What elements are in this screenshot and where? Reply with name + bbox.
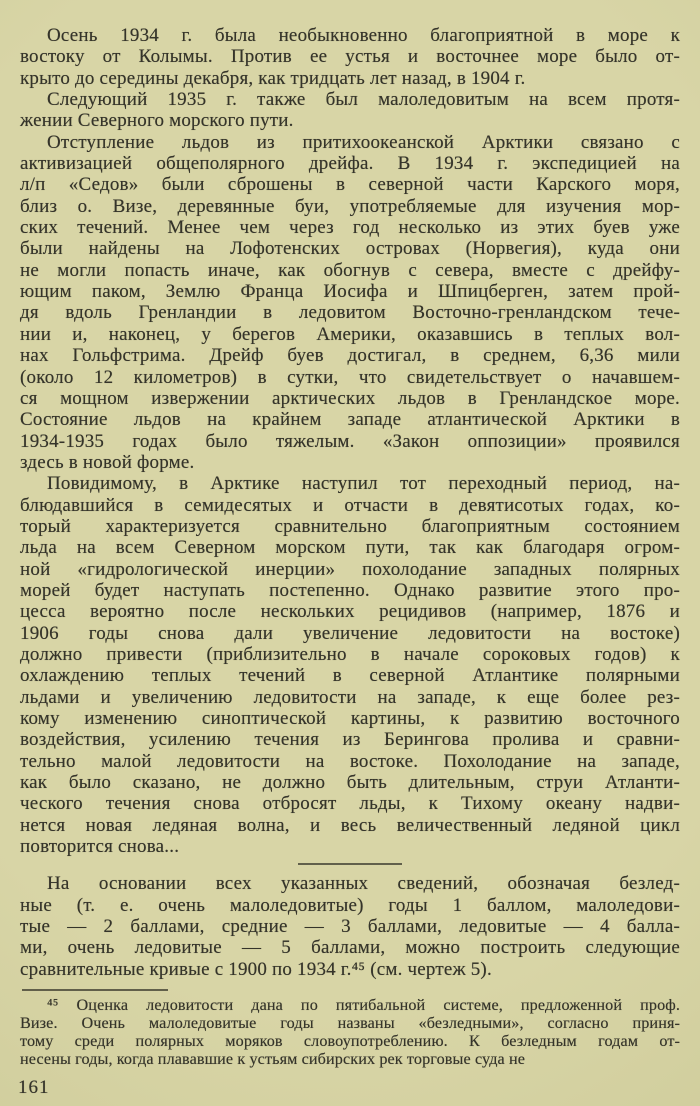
text-line: л/п «Седов» были сброшены в северной части Карского моря, xyxy=(20,174,680,196)
section-divider xyxy=(298,863,402,865)
text-line: ⁴⁵ Оценка ледовитости дана по пятибальной системе, предложенной проф. xyxy=(47,996,680,1015)
text-line: 1934-1935 годах было тяжелым. «Закон оппозиции» проявился xyxy=(20,430,680,452)
text-line: ные (т. е. очень малоледовитые) годы 1 баллом, малоледови- xyxy=(20,894,680,916)
text-line: ся мощном извержении арктических льдов в Гренландское море. xyxy=(20,387,680,409)
text-line: воздействия, усилению течения из Берингова пролива и сравни- xyxy=(20,729,680,751)
text-line: Состояние льдов на крайнем западе атлантической Арктики в xyxy=(20,409,680,431)
text-line: 1906 годы снова дали увеличение ледовитости на востоке) xyxy=(20,622,680,644)
text-line: тому среди полярных моряков словоупотреблению. К безледным годам от- xyxy=(20,1032,680,1051)
text-line: сравнительные кривые с 1900 по 1934 г.⁴⁵ (см. чертеж 5). xyxy=(20,958,492,980)
text-line: не могли попасть иначе, как обогнув с севера, вместе с дрейфу- xyxy=(20,259,680,281)
text-line: нах Гольфстрима. Дрейф буев достигал, в среднем, 6,36 мили xyxy=(20,345,680,367)
text-line: ющим паком, Землю Франца Иосифа и Шпицберген, затем прой- xyxy=(20,281,680,303)
body-text xyxy=(20,25,680,857)
text-line: ной «гидрологической инерции» похолодание западных полярных xyxy=(20,558,680,580)
text-line: блюдавшийся в семидесятых и отчасти в девятисотых годах, ко- xyxy=(20,494,680,516)
text-line: повторится снова... xyxy=(20,836,180,858)
text-line: (около 12 километров) в сутки, что свидетельствует о начавшем- xyxy=(20,366,680,388)
text-line: должно привести (приблизительно в начале сороковых годов) к xyxy=(20,643,680,665)
text-line: активизацией общеполярного дрейфа. В 1934 г. экспедицией на xyxy=(20,153,680,175)
text-line: востоку от Колымы. Против ее устья и восточнее море было от- xyxy=(20,46,680,68)
text-line: Отступление льдов из притихоокеанской Арктики связано с xyxy=(47,131,680,153)
text-line: льдами и увеличению ледовитости на западе, к еще более рез- xyxy=(20,686,680,708)
text-line: Следующий 1935 г. также был малоледовитым на всем протя- xyxy=(47,89,680,111)
footnote-rule xyxy=(22,989,168,991)
text-line: жении Северного морского пути. xyxy=(20,110,294,132)
text-line: были найдены на Лофотенских островах (Норвегия), куда они xyxy=(20,238,680,260)
text-line: несены годы, когда плававшие к устьям сибирских рек торговые суда не xyxy=(20,1050,526,1069)
text-line: охлаждению теплых течений в северной Атлантике полярными xyxy=(20,665,680,687)
text-line: здесь в новой форме. xyxy=(20,451,195,473)
text-line: близ о. Визе, деревянные буи, употребляемые для изучения мор- xyxy=(20,195,680,217)
text-line: цесса вероятно после нескольких рецидивов (например, 1876 и xyxy=(20,601,680,623)
text-line: На основании всех указанных сведений, обозначая безлед- xyxy=(47,873,680,895)
page-number: 161 xyxy=(18,1077,50,1098)
text-line: ми, очень ледовитые — 5 баллами, можно построить следующие xyxy=(20,937,680,959)
text-line: Визе. Очень малоледовитые годы названы «безледными», согласно приня- xyxy=(20,1014,680,1033)
text-line: ских течений. Менее чем через год несколько из этих буев уже xyxy=(20,217,680,239)
text-line: торый характеризуется сравнительно благоприятным состоянием xyxy=(20,515,680,537)
text-line: как было сказано, не должно быть длительным, струи Атланти- xyxy=(20,772,680,794)
text-line: кому изменению синоптической картины, к развитию восточного xyxy=(20,708,680,729)
text-line: тельно малой ледовитости на востоке. Похолодание на западе, xyxy=(20,750,680,772)
closing-paragraph xyxy=(20,873,680,980)
text-line: Повидимому, в Арктике наступил тот переходный период, на- xyxy=(47,473,680,495)
footnote xyxy=(20,996,680,1068)
text-line: морей будет наступать постепенно. Однако развитие этого про- xyxy=(20,579,680,601)
text-line: нии и, наконец, у берегов Америки, оказавшись в теплых вол- xyxy=(20,323,680,345)
text-line: тые — 2 баллами, средние — 3 баллами, ледовитые — 4 балла- xyxy=(20,916,680,938)
text-line: нется новая ледяная волна, и весь величественный ледяной цикл xyxy=(20,814,680,836)
text-line: Осень 1934 г. была необыкновенно благоприятной в море к xyxy=(47,25,680,46)
text-line: льда на всем Северном морском пути, так как благодаря огром- xyxy=(20,537,680,559)
text-line: крыто до середины декабря, как тридцать лет назад, в 1904 г. xyxy=(20,67,526,89)
text-line: ческого течения снова отбросят льды, к Тихому океану надви- xyxy=(20,793,680,815)
text-line: дя вдоль Гренландии в ледовитом Восточно-гренландском тече- xyxy=(20,302,680,324)
